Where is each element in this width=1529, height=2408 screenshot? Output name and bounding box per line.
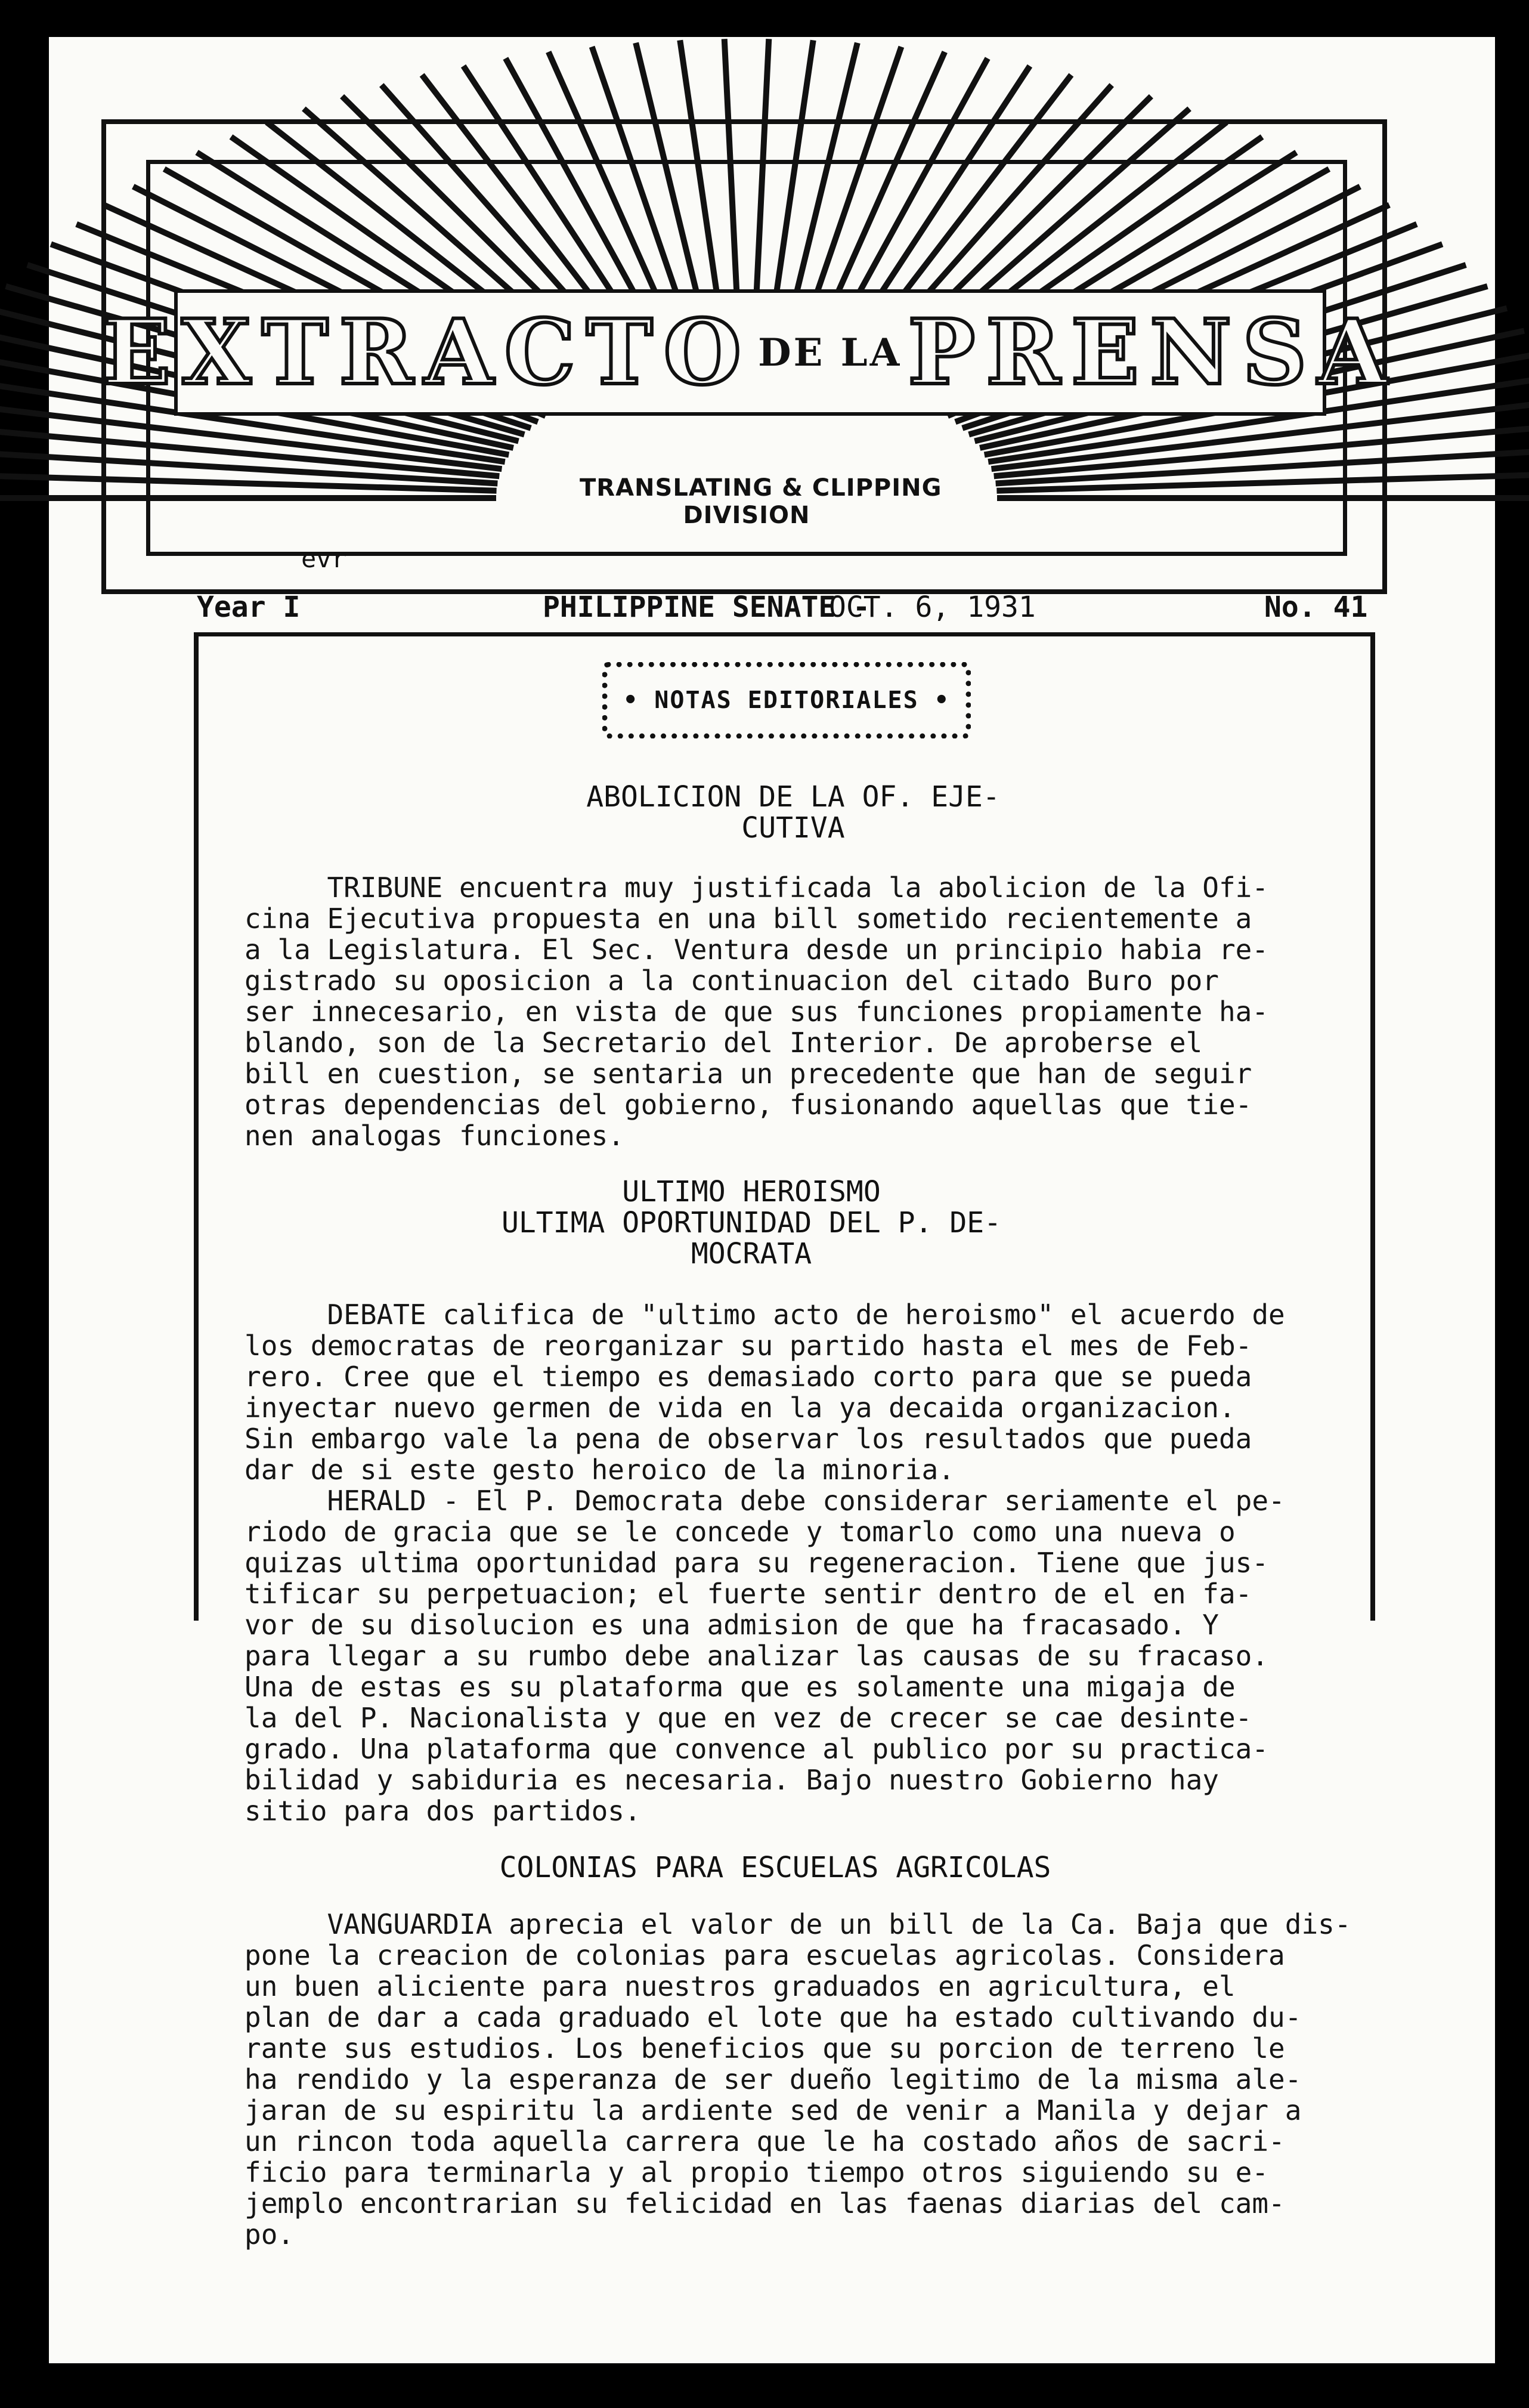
typist-initials: evr (301, 544, 346, 573)
article-body: TRIBUNE encuentra muy justificada la abolicion de la Ofi- cina Ejecutiva propuesta en una bill sometido recientemente a a la Legislatura. El Sec. Ventura desde un principio habia re- gistrado su oposicion a la continuacion del citado Buro por ser innecesario, en vista de que sus funciones propiamente ha- blando, son de la Secretario del Interior. De aproberse el bill en cuestion, se sentaria un precedente que han de seguir otras dependencias del gobierno, fusionando aquellas que tie- nen analogas funciones. (244, 871, 1269, 1152)
division-label: TRANSLATING & CLIPPING DIVISION (580, 474, 942, 529)
article-body: VANGUARDIA aprecia el valor de un bill de la Ca. Baja que dis- pone la creacion de colonias para escuelas agricolas. Considera un buen aliciente para nuestros graduados en agricultura, el plan de dar a cada graduado el lote que ha estado cultivando du- rante sus estudios. Los beneficios que su porcion de terreno le ha rendido y la esperanza de ser dueño legitimo de la misma ale- jaran de su espiritu la ardiente sed de venir a Manila y dejar a un rincon toda aquella carrera que le ha costado años de sacri- ficio para terminarla y al propio tiempo otros siguiendo su e- jemplo encontrarian su felicidad en las faenas diarias del cam- po. (244, 1908, 1351, 2251)
logo-word-de-la: DE LA (758, 330, 902, 375)
article-title: COLONIAS PARA ESCUELAS AGRICOLAS (499, 1851, 1051, 1884)
article-body: DEBATE califica de "ultimo acto de heroismo" el acuerdo de los democratas de reorganizar su partido hasta el mes de Feb- rero. Cree que el tiempo es demasiado corto para que se pueda inyectar nuevo germen de vida en la ya decaida organizacion. Sin embargo vale la pena de observar los resultados que pueda dar de si este gesto heroico de la minoria. HERALD - El P. Democrata debe considerar seriamente el pe- riodo de gracia que se le concede y tomarlo como una nueva o quizas ultima oportunidad para su regeneracion. Tiene que jus- tificar su perpetuacion; el fuerte sentir dentro de el en fa- vor de su disolucion es una admision de que ha fracasado. Y para llegar a su rumbo debe analizar las causas de su fracaso. Una de estas es su plataforma que es solamente una migaja de la del P. Nacionalista y que en vez de crecer se cae desinte- grado. Una plataforma que convence al publico por su practica- bilidad y sabiduria es necesaria. Bajo nuestro Gobierno hay sitio para dos partidos. (244, 1299, 1285, 1827)
masthead-logo (103, 289, 1398, 416)
logo-word-prensa: PRENSA (908, 300, 1398, 405)
article-title: ULTIMO HEROISMO ULTIMA OPORTUNIDAD DEL P. DE- MOCRATA (501, 1175, 1002, 1271)
masthead-inner-frame (103, 160, 1398, 556)
issue-line (197, 591, 1378, 626)
logo-word-extracto: EXTRACTO (103, 300, 753, 405)
section-heading: • NOTAS EDITORIALES • (602, 662, 971, 738)
issue-number: No. 41 (1264, 591, 1368, 624)
issue-date: OCT. 6, 1931 (829, 591, 1036, 624)
issue-place: PHILIPPINE SENATE - (543, 591, 871, 624)
issue-volume: Year I (197, 591, 301, 624)
article-title: ABOLICION DE LA OF. EJE- CUTIVA (586, 780, 1000, 845)
